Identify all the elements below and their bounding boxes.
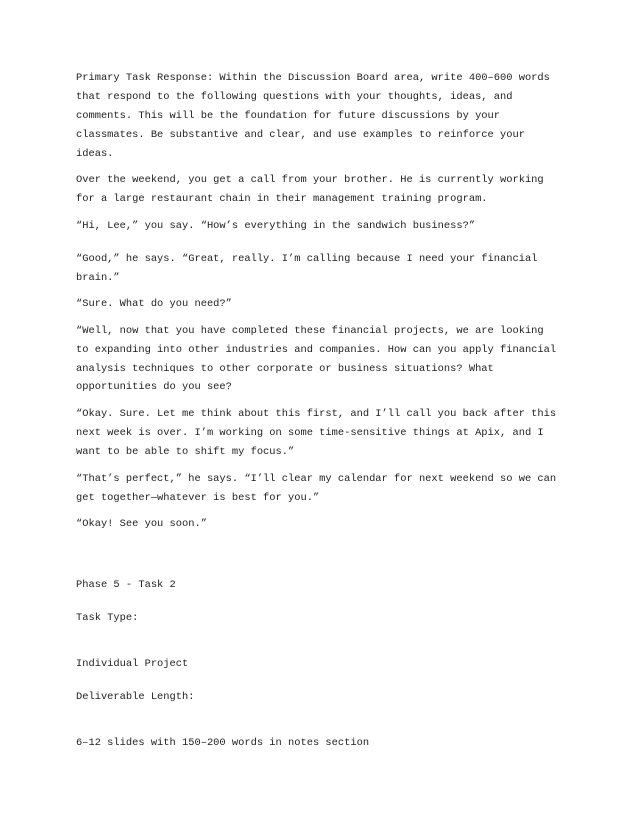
deliverable-length-label: Deliverable Length:	[76, 691, 195, 703]
body-text-line: comments. This will be the foundation for future discussions by your	[76, 110, 501, 122]
dialogue-line: opportunities do you see?	[76, 381, 232, 393]
dialogue-line: “Sure. What do you need?”	[76, 298, 232, 310]
task-type-label: Task Type:	[76, 612, 139, 624]
body-text-line: ideas.	[76, 148, 114, 160]
body-text-line: that respond to the following questions with your thoughts, ideas, and	[76, 91, 513, 103]
dialogue-line: brain.”	[76, 272, 120, 284]
phase-heading: Phase 5 - Task 2	[76, 579, 176, 591]
dialogue-line: analysis techniques to other corporate or business situations? What	[76, 363, 494, 375]
dialogue-line: “That’s perfect,” he says. “I’ll clear my calendar for next weekend so we can	[76, 473, 557, 485]
dialogue-line: “Well, now that you have completed these financial projects, we are looking	[76, 325, 544, 337]
body-text-line: for a large restaurant chain in their management training program.	[76, 193, 488, 205]
dialogue-line: “Okay! See you soon.”	[76, 518, 207, 530]
body-text-line: Primary Task Response: Within the Discussion Board area, write 400–600 words	[76, 72, 550, 84]
dialogue-line: get together—whatever is best for you.”	[76, 492, 320, 504]
dialogue-line: “Good,” he says. “Great, really. I’m calling because I need your financial	[76, 253, 538, 265]
dialogue-line: to expanding into other industries and companies. How can you apply financial	[76, 344, 557, 356]
body-text-line: Over the weekend, you get a call from your brother. He is currently working	[76, 174, 544, 186]
task-type-value: Individual Project	[76, 658, 189, 670]
dialogue-line: “Hi, Lee,” you say. “How’s everything in the sandwich business?”	[76, 220, 476, 232]
dialogue-line: want to be able to shift my focus.”	[76, 446, 295, 458]
body-text-line: classmates. Be substantive and clear, and use examples to reinforce your	[76, 129, 525, 141]
dialogue-line: “Okay. Sure. Let me think about this first, and I’ll call you back after this	[76, 408, 557, 420]
deliverable-length-value: 6–12 slides with 150–200 words in notes section	[76, 737, 370, 749]
dialogue-line: next week is over. I’m working on some time-sensitive things at Apix, and I	[76, 427, 544, 439]
